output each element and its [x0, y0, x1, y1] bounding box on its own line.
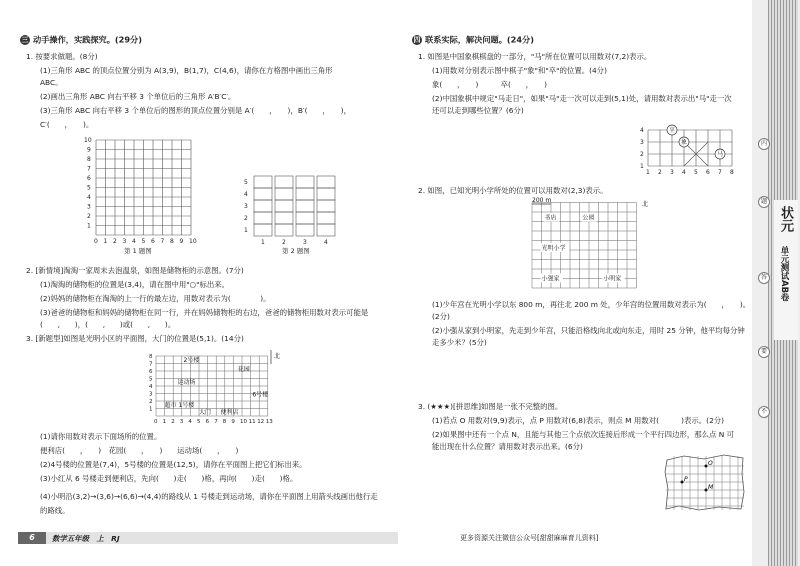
fig2-y-tick: 3	[244, 203, 248, 210]
town-place-label: 光明小学	[541, 245, 566, 252]
point-p-label: P	[684, 476, 688, 483]
fig1-x-tick: 4	[132, 238, 136, 245]
spine-circle-2: 题	[758, 196, 770, 208]
locker-cell	[275, 188, 293, 200]
left-q2-line4: ( , )，( , )或( , )。	[40, 320, 176, 329]
locker-cell	[317, 188, 335, 200]
right-q3-line4: 能出现在什么位置？请用数对表示出来。(6分)	[432, 442, 583, 451]
figure2-locker-grid	[242, 168, 342, 248]
chess-piece-label: 卒	[669, 127, 676, 134]
chess-piece-label: 马	[717, 151, 724, 158]
fig1-y-tick: 3	[87, 203, 91, 211]
right-q2-line4: (2)小强从家到小明家，先走到少年宫，只能沿格线向北或向东走，用时 25 分钟，他平均每分钟	[432, 326, 745, 335]
spine-circle-3: 答	[758, 272, 770, 284]
chess-x-tick: 1	[646, 169, 650, 176]
locker-cell	[317, 224, 335, 236]
point-o-label: O	[708, 460, 713, 467]
fig1-x-tick: 5	[141, 238, 146, 245]
left-q1-part3b: C′( ， )。	[40, 120, 94, 129]
chess-x-tick: 5	[694, 169, 698, 176]
locker-cell	[296, 188, 314, 200]
locker-cell	[317, 200, 335, 212]
locker-cell	[254, 212, 272, 224]
map-place-label: 花园	[237, 366, 250, 373]
fig1-y-tick: 6	[87, 175, 91, 182]
left-q1-part1b: ABC。	[40, 78, 63, 87]
right-q1-line3: 象( ， ) 卒( ， )	[432, 80, 547, 89]
map-place-label: 便利店	[220, 408, 239, 416]
fig2-y-tick: 2	[244, 215, 248, 222]
fig1-x-tick: 2	[113, 238, 117, 245]
section-number-badge: 四	[413, 36, 421, 44]
chess-x-tick: 6	[706, 169, 710, 176]
fig1-x-tick: 10	[189, 238, 197, 245]
map-place-label: 运动场	[177, 378, 196, 386]
section-title: 联系实际，解决问题。(24分)	[425, 34, 534, 45]
right-q2-line3: (2分)	[432, 312, 450, 321]
map-x-tick: 4	[188, 419, 192, 425]
chess-x-tick: 3	[670, 169, 674, 176]
fig1-y-tick: 10	[84, 137, 92, 144]
locker-cell	[296, 176, 314, 188]
map-y-tick: 3	[149, 391, 153, 398]
left-q3-line3: (2)4号楼的位置是(7,4)，5号楼的位置是(12,5)，请你在平面图上把它们标出来。	[40, 460, 307, 469]
footer-book-title: 数学五年级 上 RJ	[52, 534, 120, 543]
map-y-tick: 7	[149, 361, 153, 368]
left-q2-line3: (3)爸爸的储物柜和妈妈的储物柜在同一行，并在妈妈储物柜的右边，爸爸的储物柜用数对表示可能是	[40, 308, 369, 317]
left-q3-line1: (1)请你用数对表示下面场所的位置。	[40, 432, 162, 441]
fig1-y-tick: 5	[87, 184, 91, 192]
locker-cell	[254, 188, 272, 200]
map-x-tick: 12	[257, 419, 265, 425]
chess-x-tick: 8	[730, 169, 734, 176]
fig1-x-tick: 9	[179, 238, 184, 245]
right-q1-line1: 1. 如图是中国象棋棋盘的一部分，"马"所在位置可以用数对(7,2)表示。	[418, 52, 652, 61]
left-q1-part2: (2)画出三角形 ABC 向右平移 3 个单位后的三角形 A′B′C′。	[40, 92, 236, 101]
fig1-x-tick: 6	[151, 238, 155, 245]
map-x-tick: 13	[265, 419, 273, 425]
map-y-tick: 8	[149, 354, 153, 360]
locker-cell	[254, 200, 272, 212]
figure2-caption: 第 2 题图	[282, 247, 310, 255]
chess-y-tick: 3	[640, 139, 644, 146]
section-title: 动手操作，实践探究。(29分)	[33, 34, 142, 45]
left-q2-line1: (1)淘淘的储物柜的位置是(3,4)，请在图中用"○"标出来。	[40, 280, 230, 289]
locker-cell	[254, 224, 272, 236]
locker-cell	[275, 212, 293, 224]
map-place-label: 超市 1号楼	[164, 402, 195, 409]
fig1-x-tick: 0	[94, 238, 98, 245]
fig1-y-tick: 1	[87, 222, 91, 230]
chess-y-tick: 1	[640, 163, 644, 170]
left-q1-part3a: (3)三角形 ABC 向右平移 3 个单位后的图形的顶点位置分别是 A′( ， )，B′( ， )，	[40, 106, 351, 115]
map-x-tick: 10	[240, 419, 247, 425]
right-q3-line1: 3. (★★★)[拼思维]如图是一张不完整的图。	[418, 402, 563, 411]
town-place-label: 书店	[544, 214, 557, 222]
town-north-label: 北	[642, 201, 649, 208]
map-x-tick: 0	[154, 419, 158, 425]
left-q2-line2: (2)妈妈的储物柜在淘淘的上一行的最左边，用数对表示为( )。	[40, 294, 271, 303]
fig2-x-tick: 3	[303, 239, 307, 246]
map-y-tick: 1	[149, 406, 153, 413]
town-place-label: 公园	[582, 214, 595, 222]
left-q3-line2: 便利店( ， ) 花园( ， ) 运动场( ， )	[40, 446, 239, 455]
map-y-tick: 2	[149, 399, 153, 405]
page-number: 6	[18, 532, 46, 544]
chess-x-tick: 2	[658, 169, 662, 176]
right-q1-line2: (1)用数对分别表示图中棋子"象"和"卒"的位置。(4分)	[432, 66, 607, 75]
figure1-grid	[84, 134, 204, 246]
spine-brand: 状元	[778, 206, 793, 232]
left-q3-line4: (3)小红从 6 号楼走到便利店，先向( )走( )格，再向( )走( )格。	[40, 474, 298, 483]
chess-x-tick: 4	[682, 169, 686, 176]
left-q3-line6: 的路线。	[40, 506, 70, 515]
map-x-tick: 3	[179, 419, 184, 425]
fig1-y-tick: 7	[87, 165, 91, 173]
fig1-y-tick: 9	[87, 146, 91, 154]
map-x-tick: 5	[197, 419, 201, 425]
town-map	[518, 196, 658, 296]
spine-series: 单元测试AB卷	[779, 246, 789, 302]
town-scale-label: 200 m	[532, 197, 552, 204]
map-y-tick: 5	[149, 376, 153, 383]
locker-cell	[275, 176, 293, 188]
right-q3-line2: (1)若点 O 用数对(9,9)表示，点 P 用数对(6,8)表示，则点 M 用数对( )表示。(2分)	[432, 416, 725, 425]
town-place-label: 小强家	[541, 275, 560, 283]
fig2-x-tick: 4	[324, 239, 328, 246]
fig1-x-tick: 8	[170, 238, 174, 245]
fig2-x-tick: 1	[261, 239, 265, 246]
locker-cell	[296, 212, 314, 224]
right-q2-line2: (1)少年宫在光明小学以东 800 m，再往北 200 m 处，少年宫的位置用数对表示为( ， )。	[432, 300, 751, 309]
map-north-label: 北	[274, 353, 281, 360]
fig1-y-tick: 4	[87, 194, 91, 201]
map-x-tick: 8	[222, 419, 227, 425]
map-place-label: 大门	[199, 408, 212, 416]
fig1-x-tick: 3	[122, 238, 127, 245]
incomplete-grid	[664, 454, 746, 512]
right-q2-line5: 走多少米？(5分)	[432, 338, 487, 347]
fig1-x-tick: 7	[160, 238, 165, 245]
left-q1-part1a: (1)三角形 ABC 的顶点位置分别为 A(3,9)，B(1,7)，C(4,6)，请你在方格图中画出三角形	[40, 66, 333, 75]
section-three-heading	[20, 35, 142, 45]
map-y-tick: 4	[149, 384, 153, 390]
chess-x-tick: 7	[718, 169, 722, 176]
map-place-label: 2号楼	[183, 357, 200, 364]
section-four-heading	[412, 35, 534, 45]
locker-cell	[296, 224, 314, 236]
spine-circle-1: 内	[758, 138, 770, 150]
fig2-y-tick: 1	[244, 227, 248, 234]
section-number-badge: 三	[21, 36, 29, 44]
map-x-tick: 11	[248, 419, 256, 425]
right-q2-line1: 2. 如图，已知光明小学所处的位置可以用数对(2,3)表示。	[418, 186, 608, 195]
fig1-x-tick: 1	[103, 238, 108, 245]
right-q1-line5: 还可以走到哪些位置？(6分)	[432, 106, 524, 115]
locker-cell	[296, 200, 314, 212]
left-q2-title: 2. [新情境]淘淘一家周末去泡温泉，如图是储物柜的示意图。(7分)	[26, 266, 244, 275]
fig2-y-tick: 5	[244, 179, 248, 186]
map-x-tick: 2	[171, 419, 175, 425]
point-m-label: M	[708, 484, 714, 491]
community-map	[146, 346, 286, 426]
locker-cell	[275, 224, 293, 236]
spine-circle-4: 要	[758, 346, 770, 358]
fig1-y-tick: 2	[87, 213, 91, 220]
left-q1-title: 1. 按要求做题。(8分)	[26, 52, 98, 61]
fig2-x-tick: 2	[282, 239, 286, 246]
fig2-y-tick: 4	[244, 191, 248, 198]
left-q3-title: 3. [新题型]如图是光明小区的平面图，大门的位置是(5,1)。(14分)	[26, 334, 244, 343]
chess-board	[640, 114, 750, 180]
locker-cell	[254, 176, 272, 188]
chess-y-tick: 4	[640, 127, 644, 134]
town-place-label: 小明家	[603, 275, 622, 283]
locker-cell	[317, 212, 335, 224]
fig1-y-tick: 8	[87, 156, 91, 163]
chess-piece-label: 象	[681, 139, 688, 146]
map-place-label: 6号楼	[252, 391, 269, 399]
right-q3-line3: (2)如果图中还有一个点 N，且能与其他三个点依次连接后形成一个平行四边形，那么点 N 可	[432, 430, 735, 439]
right-footer-text: 更多资源关注微信公众号[甜甜麻麻育儿资料]	[460, 534, 599, 542]
map-x-tick: 9	[231, 419, 235, 425]
spine-circle-5: 不	[758, 406, 770, 418]
chess-y-tick: 2	[640, 151, 644, 158]
map-x-tick: 7	[214, 419, 218, 425]
locker-cell	[317, 176, 335, 188]
left-q3-line5: (4)小明沿(3,2)→(3,6)→(6,6)→(4,4)的路线从 1 号楼走到运动场，请你在平面图上用箭头线画出他行走	[40, 492, 378, 501]
locker-cell	[275, 200, 293, 212]
map-x-tick: 6	[205, 419, 210, 425]
map-x-tick: 1	[162, 419, 167, 425]
right-q1-line4: (2)中国象棋中规定"马走日"，如果"马"走一次可以走到(5,1)处，请用数对表示出"马"走一次	[432, 94, 732, 103]
map-y-tick: 6	[149, 369, 153, 375]
figure1-caption: 第 1 题图	[124, 247, 152, 255]
